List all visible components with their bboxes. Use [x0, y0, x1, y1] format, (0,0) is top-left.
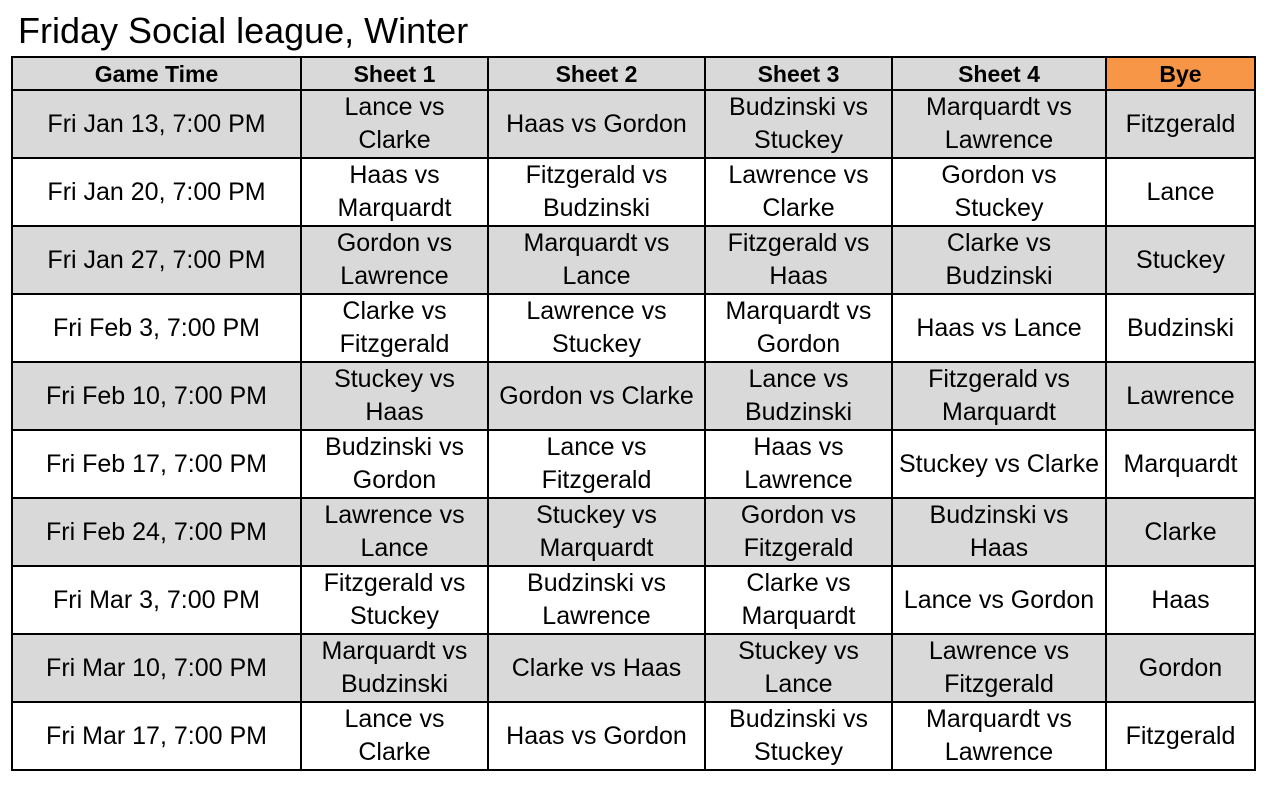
page-title: Friday Social league, Winter	[18, 10, 469, 51]
bye-cell: Fitzgerald	[1106, 90, 1255, 158]
sheet-4-cell: Clarke vs Budzinski	[892, 226, 1106, 294]
sheet-2-cell: Budzinski vs Lawrence	[488, 566, 705, 634]
table-row	[12, 498, 1255, 566]
game-time-cell: Fri Feb 17, 7:00 PM	[12, 430, 301, 498]
column-header-sheet-1: Sheet 1	[301, 57, 488, 90]
sheet-3-cell: Clarke vs Marquardt	[705, 566, 892, 634]
sheet-1-cell: Marquardt vs Budzinski	[301, 634, 488, 702]
table-row	[12, 294, 1255, 362]
sheet-4-cell: Budzinski vs Haas	[892, 498, 1106, 566]
table-row	[12, 362, 1255, 430]
sheet-2-cell: Fitzgerald vs Budzinski	[488, 158, 705, 226]
bye-cell: Budzinski	[1106, 294, 1255, 362]
sheet-3-cell: Budzinski vs Stuckey	[705, 702, 892, 770]
bye-cell: Stuckey	[1106, 226, 1255, 294]
game-time-cell: Fri Mar 17, 7:00 PM	[12, 702, 301, 770]
bye-cell: Lance	[1106, 158, 1255, 226]
header-row	[12, 57, 1255, 90]
table-row	[12, 634, 1255, 702]
sheet-3-cell: Haas vs Lawrence	[705, 430, 892, 498]
column-header-game-time: Game Time	[12, 57, 301, 90]
sheet-1-cell: Budzinski vs Gordon	[301, 430, 488, 498]
game-time-cell: Fri Feb 10, 7:00 PM	[12, 362, 301, 430]
sheet-4-cell: Stuckey vs Clarke	[892, 430, 1106, 498]
schedule-table	[11, 56, 1256, 771]
sheet-1-cell: Lawrence vs Lance	[301, 498, 488, 566]
game-time-cell: Fri Mar 3, 7:00 PM	[12, 566, 301, 634]
bye-cell: Gordon	[1106, 634, 1255, 702]
table-row	[12, 566, 1255, 634]
game-time-cell: Fri Jan 13, 7:00 PM	[12, 90, 301, 158]
sheet-1-cell: Clarke vs Fitzgerald	[301, 294, 488, 362]
sheet-1-cell: Lance vs Clarke	[301, 702, 488, 770]
sheet-2-cell: Marquardt vs Lance	[488, 226, 705, 294]
sheet-1-cell: Haas vs Marquardt	[301, 158, 488, 226]
sheet-3-cell: Stuckey vs Lance	[705, 634, 892, 702]
sheet-4-cell: Fitzgerald vs Marquardt	[892, 362, 1106, 430]
sheet-1-cell: Stuckey vs Haas	[301, 362, 488, 430]
sheet-4-cell: Haas vs Lance	[892, 294, 1106, 362]
sheet-3-cell: Budzinski vs Stuckey	[705, 90, 892, 158]
bye-cell: Marquardt	[1106, 430, 1255, 498]
bye-cell: Fitzgerald	[1106, 702, 1255, 770]
sheet-3-cell: Gordon vs Fitzgerald	[705, 498, 892, 566]
sheet-4-cell: Marquardt vs Lawrence	[892, 702, 1106, 770]
table-row	[12, 702, 1255, 770]
sheet-3-cell: Lance vs Budzinski	[705, 362, 892, 430]
sheet-2-cell: Lance vs Fitzgerald	[488, 430, 705, 498]
sheet-2-cell: Haas vs Gordon	[488, 90, 705, 158]
sheet-3-cell: Lawrence vs Clarke	[705, 158, 892, 226]
sheet-1-cell: Gordon vs Lawrence	[301, 226, 488, 294]
sheet-4-cell: Gordon vs Stuckey	[892, 158, 1106, 226]
column-header-sheet-3: Sheet 3	[705, 57, 892, 90]
sheet-2-cell: Haas vs Gordon	[488, 702, 705, 770]
sheet-2-cell: Clarke vs Haas	[488, 634, 705, 702]
sheet-1-cell: Fitzgerald vs Stuckey	[301, 566, 488, 634]
sheet-1-cell: Lance vs Clarke	[301, 90, 488, 158]
sheet-4-cell: Lawrence vs Fitzgerald	[892, 634, 1106, 702]
sheet-2-cell: Lawrence vs Stuckey	[488, 294, 705, 362]
sheet-4-cell: Marquardt vs Lawrence	[892, 90, 1106, 158]
game-time-cell: Fri Feb 24, 7:00 PM	[12, 498, 301, 566]
table-row	[12, 226, 1255, 294]
game-time-cell: Fri Mar 10, 7:00 PM	[12, 634, 301, 702]
game-time-cell: Fri Feb 3, 7:00 PM	[12, 294, 301, 362]
bye-cell: Haas	[1106, 566, 1255, 634]
sheet-4-cell: Lance vs Gordon	[892, 566, 1106, 634]
bye-cell: Clarke	[1106, 498, 1255, 566]
bye-cell: Lawrence	[1106, 362, 1255, 430]
table-row	[12, 158, 1255, 226]
column-header-sheet-2: Sheet 2	[488, 57, 705, 90]
game-time-cell: Fri Jan 27, 7:00 PM	[12, 226, 301, 294]
sheet-2-cell: Gordon vs Clarke	[488, 362, 705, 430]
sheet-2-cell: Stuckey vs Marquardt	[488, 498, 705, 566]
column-header-sheet-4: Sheet 4	[892, 57, 1106, 90]
sheet-3-cell: Marquardt vs Gordon	[705, 294, 892, 362]
column-header-bye: Bye	[1106, 57, 1255, 90]
table-row	[12, 430, 1255, 498]
game-time-cell: Fri Jan 20, 7:00 PM	[12, 158, 301, 226]
sheet-3-cell: Fitzgerald vs Haas	[705, 226, 892, 294]
table-row	[12, 90, 1255, 158]
